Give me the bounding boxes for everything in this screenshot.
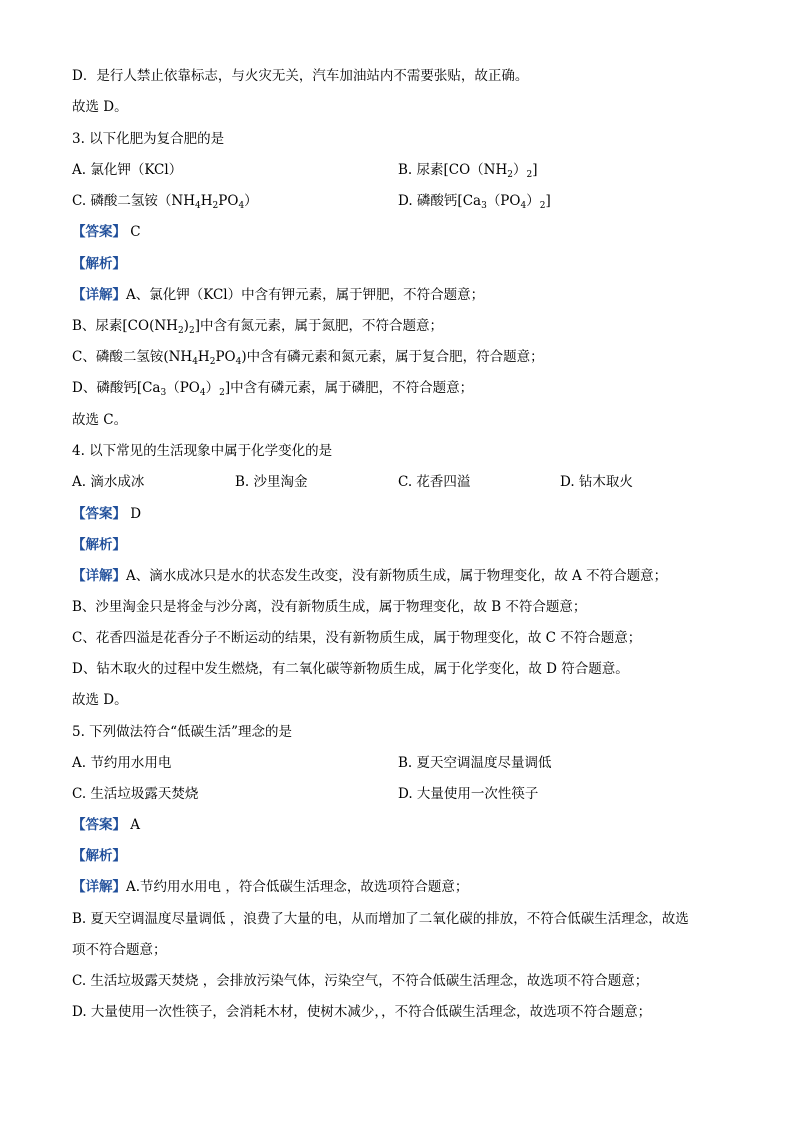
q4-detail-c: C、花香四溢是花香分子不断运动的结果，没有新物质生成，属于物理变化，故 C 不符合题意； (72, 630, 642, 646)
answer-tag: 【答案】 (72, 817, 126, 833)
q5-detail-b-line2: 项不符合题意； (72, 942, 167, 958)
q5-option-c: C. 生活垃圾露天焚烧 (72, 786, 199, 802)
q4-option-c: C. 花香四溢 (398, 474, 471, 490)
q5-option-d: D. 大量使用一次性筷子 (398, 786, 539, 802)
q3-answer: 【答案】 C (72, 224, 141, 240)
q2-option-d-explanation: D．是行人禁止依靠标志，与火灾无关，汽车加油站内不需要张贴，故正确。 (72, 68, 529, 84)
answer-tag: 【答案】 (72, 506, 126, 522)
q3-option-b: B. 尿素$[CO(NH_2)_2]$ (398, 162, 538, 180)
q3-conclusion: 故选 C。 (72, 412, 128, 428)
q5-detail-d: D. 大量使用一次性筷子，会消耗木材，使树木减少，，不符合低碳生活理念，故选项不符合题意； (72, 1004, 652, 1020)
q5-detail-a: 【详解】A.节约用水用电 ，符合低碳生活理念，故选项符合题意； (72, 879, 469, 895)
q5-answer: 【答案】 A (72, 817, 141, 833)
detail-tag: 【详解】 (72, 568, 126, 584)
q5-analysis-tag: 【解析】 (72, 848, 126, 864)
q4-detail-a: 【详解】A、滴水成冰只是水的状态发生改变，没有新物质生成，属于物理变化，故 A 不符合题意； (72, 568, 668, 584)
detail-tag: 【详解】 (72, 879, 126, 895)
q3-option-d: D. 磷酸钙$[Ca_3(PO_4)_2]$ (398, 193, 551, 211)
q4-option-a: A. 滴水成冰 (72, 474, 145, 490)
q5-option-a: A. 节约用水用电 (72, 755, 172, 771)
q4-detail-d: D、钻木取火的过程中发生燃烧，有二氧化碳等新物质生成，属于化学变化，故 D 符合题意。 (72, 661, 629, 677)
q3-detail-d: D、磷酸钙$[Ca_3(PO_4)_2]$中含有磷元素，属于磷肥，不符合题意； (72, 380, 474, 398)
q5-option-b: B. 夏天空调温度尽量调低 (398, 755, 552, 771)
q5-detail-c: C. 生活垃圾露天焚烧 ，会排放污染气体，污染空气，不符合低碳生活理念，故选项不符合题意； (72, 973, 649, 989)
q2-conclusion: 故选 D。 (72, 99, 128, 115)
q4-option-b: B. 沙里淘金 (235, 474, 308, 490)
q4-stem: 4. 以下常见的生活现象中属于化学变化的是 (72, 443, 333, 459)
q4-conclusion: 故选 D。 (72, 692, 128, 708)
q3-option-a: A. 氯化钾（KCl） (72, 162, 183, 178)
q3-stem: 3. 以下化肥为复合肥的是 (72, 131, 225, 147)
q4-analysis-tag: 【解析】 (72, 537, 126, 553)
q3-detail-b: B、尿素$[CO(NH_2)_2]$中含有氮元素，属于氮肥，不符合题意； (72, 318, 443, 336)
q4-detail-b: B、沙里淘金只是将金与沙分离，没有新物质生成，属于物理变化，故 B 不符合题意； (72, 599, 587, 615)
q5-stem: 5. 下列做法符合“低碳生活”理念的是 (72, 724, 292, 740)
q4-option-d: D. 钻木取火 (560, 474, 633, 490)
q3-option-c: C. 磷酸二氢铵$(NH_4H_2PO_4)$ (72, 193, 258, 211)
answer-tag: 【答案】 (72, 224, 126, 240)
q3-analysis-tag: 【解析】 (72, 256, 126, 272)
detail-tag: 【详解】 (72, 287, 126, 303)
q3-detail-a: 【详解】A、氯化钾（KCl）中含有钾元素，属于钾肥，不符合题意； (72, 287, 485, 303)
q5-detail-b-line1: B. 夏天空调温度尽量调低 ，浪费了大量的电，从而增加了二氧化碳的排放，不符合低碳生活理念，故选 (72, 911, 689, 927)
q3-detail-c: C、磷酸二氢铵$(NH_4H_2PO_4)$中含有磷元素和氮元素，属于复合肥，符合题意； (72, 349, 544, 367)
q4-answer: 【答案】 D (72, 506, 142, 522)
